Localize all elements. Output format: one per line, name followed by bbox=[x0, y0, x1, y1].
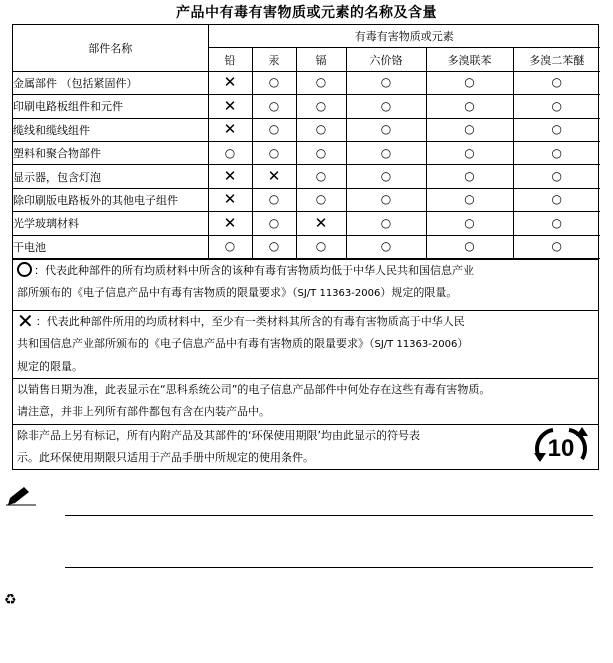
circle-mark-icon: ○ bbox=[268, 98, 280, 113]
circle-mark-icon: ○ bbox=[551, 215, 562, 230]
cross-mark-icon: ✕ bbox=[223, 120, 237, 139]
note-text: 请注意，并非上列所有部件都包有含在内装产品中。 bbox=[17, 404, 270, 418]
mark-cell bbox=[426, 141, 513, 164]
circle-mark-icon: ○ bbox=[380, 215, 392, 230]
circle-mark-icon: ○ bbox=[315, 239, 327, 254]
circle-mark-icon: ○ bbox=[268, 145, 280, 160]
substance-header: 汞 bbox=[252, 48, 296, 71]
circle-mark-icon: ○ bbox=[380, 75, 392, 90]
mark-cell bbox=[513, 165, 600, 188]
mark-cell bbox=[252, 118, 296, 141]
page-title: 产品中有毒有害物质或元素的名称及含量 bbox=[176, 5, 437, 21]
circle-mark-icon: ○ bbox=[551, 169, 562, 184]
substance-header: 镉 bbox=[296, 48, 346, 71]
circle-mark-icon: ○ bbox=[224, 239, 236, 254]
table-row bbox=[13, 141, 600, 164]
epup-10-year-icon bbox=[530, 425, 592, 469]
circle-mark-icon: ○ bbox=[315, 75, 327, 90]
mark-cell bbox=[296, 71, 346, 94]
mark-cell bbox=[346, 118, 426, 141]
standard-code: SJ/T 11363-2006 bbox=[297, 287, 381, 299]
mark-cell bbox=[296, 95, 346, 118]
circle-mark-icon: ○ bbox=[551, 75, 562, 90]
mark-cell bbox=[513, 71, 600, 94]
table-row bbox=[13, 118, 600, 141]
mark-cell bbox=[426, 118, 513, 141]
mark-cell bbox=[346, 212, 426, 235]
circle-mark-icon: ○ bbox=[268, 192, 280, 207]
circle-mark-icon: ○ bbox=[464, 75, 475, 90]
mark-cell bbox=[252, 165, 296, 188]
cross-mark-icon: ✕ bbox=[267, 167, 281, 186]
circle-mark-icon: ○ bbox=[551, 122, 562, 137]
circle-mark-icon: ○ bbox=[315, 122, 327, 137]
substance-header: 铅 bbox=[208, 48, 252, 71]
mark-cell bbox=[513, 141, 600, 164]
circle-mark-icon: ○ bbox=[315, 192, 327, 207]
cross-mark-icon: ✕ bbox=[223, 213, 237, 232]
cross-mark-icon: ✕ bbox=[223, 167, 237, 186]
mark-cell bbox=[426, 71, 513, 94]
part-name-cell: 缆线和缆线组件 bbox=[13, 118, 208, 141]
mark-cell bbox=[252, 188, 296, 211]
circle-mark-icon: ○ bbox=[380, 122, 392, 137]
mark-cell bbox=[346, 235, 426, 258]
cross-icon: ✕ bbox=[17, 308, 34, 333]
table-row bbox=[13, 188, 600, 211]
circle-mark-icon: ○ bbox=[268, 75, 280, 90]
note-rule-top bbox=[65, 515, 593, 516]
part-name-header: 部件名称 bbox=[13, 25, 208, 71]
circle-mark-icon: ○ bbox=[268, 239, 280, 254]
circle-mark-icon: ○ bbox=[464, 122, 475, 137]
circle-mark-icon: ○ bbox=[380, 239, 392, 254]
note-text: 规定的限量。 bbox=[17, 359, 83, 373]
circle-mark-icon: ○ bbox=[315, 169, 327, 184]
substance-header: 多溴二苯醚 bbox=[513, 48, 600, 71]
mark-cell bbox=[513, 95, 600, 118]
mark-cell bbox=[426, 165, 513, 188]
mark-cell bbox=[513, 212, 600, 235]
circle-mark-icon: ○ bbox=[268, 122, 280, 137]
note-text: 除非产品上另有标记，所有内附产品及其部件的‘环保使用期限’均由此显示的符号表 bbox=[17, 428, 420, 442]
note-text: ：代表此种部件的所有均质材料中所含的该种有毒有害物质均低于中华人民共和国信息产业 bbox=[34, 263, 474, 277]
circle-mark-icon: ○ bbox=[380, 169, 392, 184]
circle-mark-icon: ○ bbox=[551, 98, 562, 113]
standard-code: SJ/T 11363-2006 bbox=[374, 338, 458, 350]
note-circle bbox=[13, 259, 598, 310]
note-sales-date bbox=[13, 378, 598, 424]
circle-mark-icon: ○ bbox=[268, 215, 280, 230]
hazardous-substance-table bbox=[13, 25, 600, 259]
mark-cell bbox=[208, 212, 252, 235]
mark-cell bbox=[208, 235, 252, 258]
part-name-cell: 干电池 bbox=[13, 235, 208, 258]
part-name-cell: 除印刷版电路板外的其他电子组件 bbox=[13, 188, 208, 211]
part-name-cell: 印刷电路板组件和元件 bbox=[13, 95, 208, 118]
mark-cell bbox=[208, 141, 252, 164]
part-name-cell: 光学玻璃材料 bbox=[13, 212, 208, 235]
cross-mark-icon: ✕ bbox=[223, 73, 237, 92]
mark-cell bbox=[252, 235, 296, 258]
circle-mark-icon: ○ bbox=[315, 145, 327, 160]
mark-cell bbox=[296, 188, 346, 211]
notes-section bbox=[13, 259, 598, 469]
circle-mark-icon: ○ bbox=[464, 239, 475, 254]
epup-number: 10 bbox=[547, 434, 575, 462]
substance-header: 多溴联苯 bbox=[426, 48, 513, 71]
mark-cell bbox=[296, 212, 346, 235]
mark-cell bbox=[208, 118, 252, 141]
mark-cell bbox=[208, 71, 252, 94]
mark-cell bbox=[252, 212, 296, 235]
mark-cell bbox=[346, 141, 426, 164]
circle-mark-icon: ○ bbox=[551, 239, 562, 254]
note-text: 部所颁布的《电子信息产品中有毒有害物质的限量要求》（ bbox=[17, 285, 298, 299]
mark-cell bbox=[346, 165, 426, 188]
pencil-note-icon bbox=[6, 484, 36, 506]
mark-cell bbox=[346, 188, 426, 211]
table-row bbox=[13, 235, 600, 258]
mark-cell bbox=[426, 212, 513, 235]
table-body bbox=[13, 71, 600, 258]
note-text: ）规定的限量。 bbox=[380, 285, 458, 299]
mark-cell bbox=[252, 95, 296, 118]
mark-cell bbox=[252, 71, 296, 94]
mark-cell bbox=[208, 188, 252, 211]
part-name-cell: 显示器，包含灯泡 bbox=[13, 165, 208, 188]
mark-cell bbox=[513, 235, 600, 258]
mark-cell bbox=[208, 165, 252, 188]
mark-cell bbox=[208, 95, 252, 118]
mark-cell bbox=[513, 188, 600, 211]
circle-mark-icon: ○ bbox=[551, 192, 562, 207]
part-name-cell: 塑料和聚合物部件 bbox=[13, 141, 208, 164]
note-text: 示。此环保使用期限只适用于产品手册中所规定的使用条件。 bbox=[17, 450, 314, 464]
cross-mark-icon: ✕ bbox=[314, 213, 328, 232]
mark-cell bbox=[426, 235, 513, 258]
note-rule-bottom bbox=[65, 567, 593, 568]
note-text: ） bbox=[457, 336, 469, 350]
mark-cell bbox=[346, 95, 426, 118]
mark-cell bbox=[426, 188, 513, 211]
circle-icon bbox=[17, 262, 32, 277]
substance-header: 六价铬 bbox=[346, 48, 426, 71]
note-cross bbox=[13, 310, 598, 378]
mark-cell bbox=[426, 95, 513, 118]
note-text: 以销售日期为准，此表显示在“思科系统公司”的电子信息产品部件中何处存在这些有毒有害物质。 bbox=[17, 382, 491, 396]
note-text: ：代表此种部件所用的均质材料中，至少有一类材料其所含的有毒有害物质高于中华人民 bbox=[35, 314, 465, 328]
mark-cell bbox=[513, 118, 600, 141]
circle-mark-icon: ○ bbox=[551, 145, 562, 160]
mark-cell bbox=[296, 141, 346, 164]
circle-mark-icon: ○ bbox=[464, 192, 475, 207]
table-row bbox=[13, 95, 600, 118]
mark-cell bbox=[252, 141, 296, 164]
circle-mark-icon: ○ bbox=[464, 98, 475, 113]
circle-mark-icon: ○ bbox=[380, 145, 392, 160]
table-row bbox=[13, 165, 600, 188]
circle-mark-icon: ○ bbox=[224, 145, 236, 160]
circle-mark-icon: ○ bbox=[380, 192, 392, 207]
circle-mark-icon: ○ bbox=[464, 145, 475, 160]
note-epup bbox=[13, 424, 598, 469]
mark-cell bbox=[296, 118, 346, 141]
note-text: 共和国信息产业部所颁布的《电子信息产品中有毒有害物质的限量要求》（ bbox=[17, 336, 375, 350]
table-row bbox=[13, 71, 600, 94]
cross-mark-icon: ✕ bbox=[223, 190, 237, 209]
hazardous-substance-box bbox=[12, 24, 599, 470]
part-name-cell: 金属部件 （包括紧固件） bbox=[13, 71, 208, 94]
mark-cell bbox=[346, 71, 426, 94]
mark-cell bbox=[296, 165, 346, 188]
recycle-icon: ♻ bbox=[4, 592, 17, 608]
circle-mark-icon: ○ bbox=[464, 169, 475, 184]
cross-mark-icon: ✕ bbox=[223, 96, 237, 115]
circle-mark-icon: ○ bbox=[464, 215, 475, 230]
circle-mark-icon: ○ bbox=[315, 98, 327, 113]
mark-cell bbox=[296, 235, 346, 258]
table-row bbox=[13, 212, 600, 235]
substance-group-header: 有毒有害物质或元素 bbox=[208, 25, 600, 48]
circle-mark-icon: ○ bbox=[380, 98, 392, 113]
